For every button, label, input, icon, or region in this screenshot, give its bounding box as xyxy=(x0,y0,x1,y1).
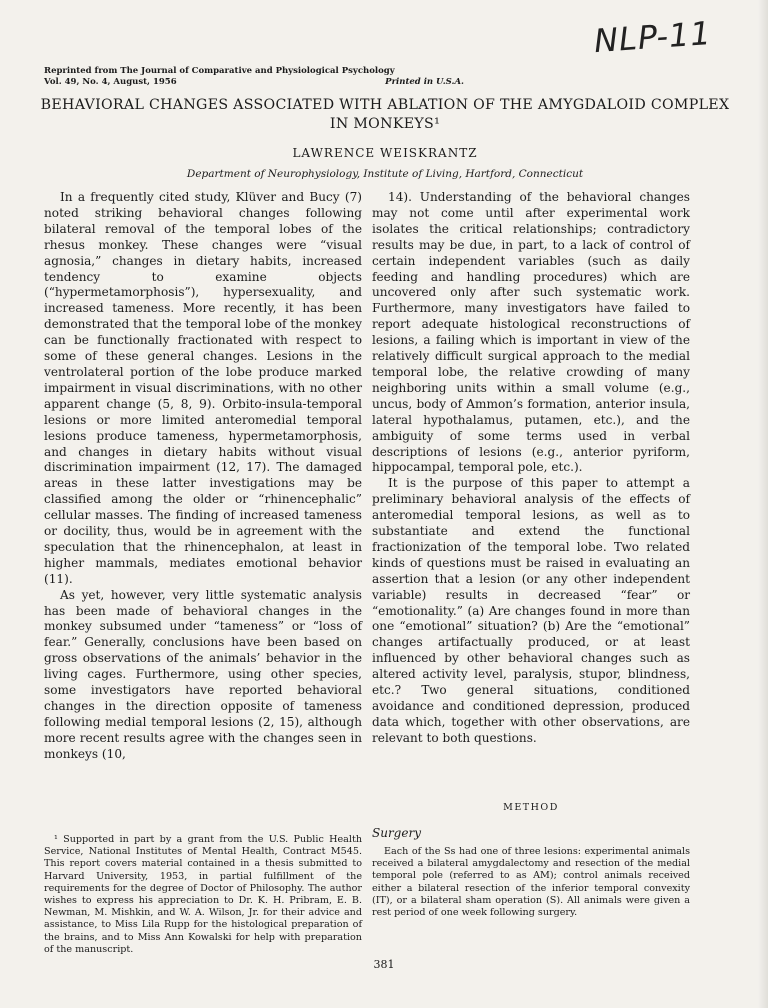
surgery-text: Each of the Ss had one of three lesions: experimental animals received a bilateral amygdalectomy and resection of the medial temporal pole (referred to as AM); control animals received either a bilateral resection of the inferior temporal convexity (IT), or a bilateral sham operation (S). All animals were given a rest period of one week following surgery. xyxy=(372,846,690,919)
footnote xyxy=(44,834,362,956)
reprint-journal: Reprinted from The Journal of Comparative and Physiological Psychology xyxy=(44,66,395,76)
scan-edge-shadow xyxy=(758,0,768,1008)
paper-title: BEHAVIORAL CHANGES ASSOCIATED WITH ABLATION OF THE AMYGDALOID COMPLEX IN MONKEYS¹ xyxy=(40,97,730,132)
reprint-notice xyxy=(44,66,464,88)
right-column xyxy=(372,190,690,747)
printed-in: Printed in U.S.A. xyxy=(385,77,464,87)
reprint-volume: Vol. 49, No. 4, August, 1956 xyxy=(44,77,177,87)
reprint-volume-line xyxy=(44,77,464,88)
surgery-heading: Surgery xyxy=(372,826,421,840)
paragraph: In a frequently cited study, Klüver and Bucy (7) noted striking behavioral changes following bilateral removal of the temporal lobes of the rhesus monkey. These changes were “visual agnosia,” changes in dietary habits, increased tendency to examine objects (“hypermetamorphosis”), hypersexuality, and increased tameness. More recently, it has been demonstrated that the temporal lobe of the monkey can be functionally fractionated with respect to some of these general changes. Lesions in the ventrolateral portion of the lobe produce marked impairment in visual discriminations, with no other apparent change (5, 8, 9). Orbito-insula-temporal lesions or more limited anteromedial temporal lesions produce tameness, hypermetamorphosis, and changes in dietary habits without visual discrimination impairment (12, 17). The damaged areas in these latter investigations may be classified among the older or “rhinencephalic” cellular masses. The finding of increased tameness or docility, thus, would be in agreement with the speculation that the rhinencephalon, at least in higher mammals, mediates emotional behavior (11). xyxy=(44,190,362,586)
page-number: 381 xyxy=(373,958,395,971)
method-heading: METHOD xyxy=(503,802,559,813)
paragraph: 14). Understanding of the behavioral changes may not come until after experimental work isolates the critical relationships; contradictory results may be due, in part, to a lack of control of certain independent variables (such as daily feeding and handling procedures) which are uncovered only after such systematic work. Furthermore, many investigators have failed to report adequate histological reconstructions of lesions, a failing which is important in view of the relatively difficult surgical approach to the medial temporal lobe, the relative crowding of many neighboring units within a small volume (e.g., uncus, body of Ammon’s formation, anterior insula, lateral hypothalamus, putamen, etc.), and the ambiguity of some terms used in verbal descriptions of lesions (e.g., anterior pyriform, hippocampal, temporal pole, etc.). xyxy=(372,190,690,475)
surgery-section xyxy=(372,846,690,919)
left-column xyxy=(44,190,362,763)
handwritten-annotation: NLP-11 xyxy=(592,13,713,61)
footnote-text: ¹ Supported in part by a grant from the U.S. Public Health Service, National Institutes of Mental Health, Contract M545. This report covers material contained in a thesis submitted to Harvard University, 1953, in partial fulfillment of the requirements for the degree of Doctor of Philosophy. The author wishes to express his appreciation to Dr. K. H. Pribram, E. B. Newman, M. Mishkin, and W. A. Wilson, Jr. for their advice and assistance, to Miss Lila Rupp for the histological preparation of the brains, and to Miss Ann Kowalski for help with preparation of the manuscript. xyxy=(44,834,362,955)
paragraph: As yet, however, very little systematic analysis has been made of behavioral changes in the monkey subsumed under “tameness” or “loss of fear.” Generally, conclusions have been based on gross observations of the animals’ behavior in the living cages. Furthermore, using other species, some investigators have reported behavioral changes in the direction opposite of tameness following medial temporal lesions (2, 15), although more recent results agree with the changes seen in monkeys (10, xyxy=(44,587,362,761)
author: LAWRENCE WEISKRANTZ xyxy=(292,146,478,160)
paragraph: It is the purpose of this paper to attempt a preliminary behavioral analysis of the effects of anteromedial temporal lesions, as well as to substantiate and extend the functional fractionization of the temporal lobe. Two related kinds of questions must be raised in evaluating an assertion that a lesion (or any other independent variable) results in decreased “fear” or “emotionality.” (a) Are changes found in more than one “emotional” situation? (b) Are the “emotional” changes artifactually produced, or at least influenced by other behavioral changes such as altered activity level, paralysis, stupor, blindness, etc.? Two general situations, conditioned avoidance and conditioned depression, produced data which, together with other observations, are relevant to both questions. xyxy=(372,476,690,745)
affiliation: Department of Neurophysiology, Institute of Living, Hartford, Connecticut xyxy=(186,168,584,180)
